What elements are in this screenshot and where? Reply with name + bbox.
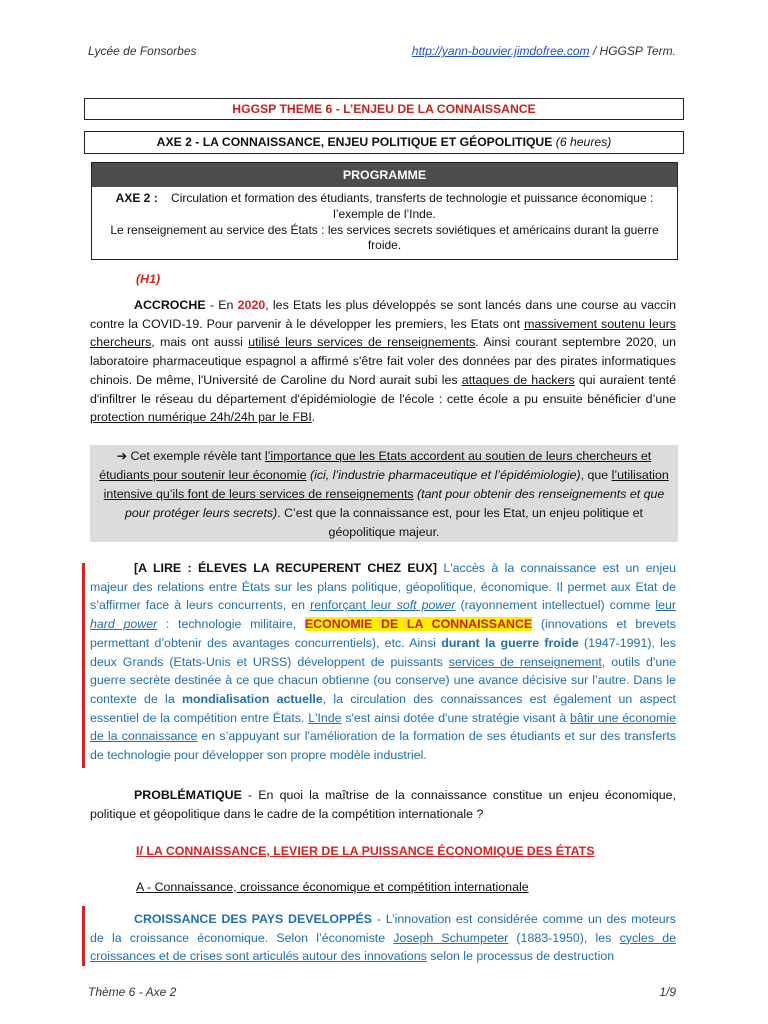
text: L'accès à la connaissance est un enjeu majeur des relations entre États sur les plans politique, géopolitique, économique. Il permet aux Etat de s’affirmer face à leurs concurrents, en	[90, 561, 676, 613]
underlined-text: l’utilisation intensive qu’ils font de leurs services de renseignements	[103, 468, 669, 501]
underlined-text: bâtir une économie de la connaissance	[90, 710, 676, 744]
underlined-text: massivement soutenu leurs chercheurs	[90, 316, 676, 350]
underlined-text: leur	[655, 598, 676, 613]
underlined-text: protection numérique 24h/24h par le FBI	[90, 410, 312, 425]
red-margin-bar	[82, 563, 85, 768]
problematique-label: PROBLÉMATIQUE	[134, 788, 242, 802]
text: : technologie militaire,	[157, 617, 305, 632]
underlined-text: utilisé leurs services de renseignements	[248, 335, 476, 350]
text: selon le processus de destruction	[426, 949, 615, 964]
programme-body	[92, 187, 677, 259]
text: - En quoi la maîtrise de la connaissance constitue un enjeu économique, politique et géopolitique dans le cadre de la compétition internationale ?	[90, 788, 676, 821]
text: Cet exemple révèle tant	[127, 449, 265, 463]
text: - L’innovation est considérée comme un des moteurs de la croissance économique. Selon l’économiste	[90, 912, 676, 945]
accroche-paragraph	[90, 296, 676, 427]
bold-text: mondialisation actuelle	[181, 691, 323, 706]
subsection-heading	[136, 880, 529, 894]
theme-title: HGGSP THEME 6 - L’ENJEU DE LA CONNAISSANCE	[84, 98, 684, 120]
underlined-text: attaques de hackers	[461, 372, 575, 387]
italic-text: hard power	[90, 617, 158, 632]
programme-line1: Circulation et formation des étudiants, transferts de technologie et puissance économique : l’exemple de l’Inde.	[171, 191, 654, 221]
subsection-title: A - Connaissance, croissance économique et compétition internationale	[136, 880, 529, 894]
axe-hours: (6 heures)	[555, 135, 612, 149]
underlined-text: cycles de croissances et de crises sont articulés autour des innovations	[90, 930, 676, 964]
programme-lead: AXE 2 :	[115, 191, 158, 205]
page-number: 1/9	[659, 985, 676, 999]
underlined-text: L'Inde	[308, 710, 342, 725]
header-suffix: / HGGSP Term.	[589, 44, 676, 58]
italic-text: (ici, l’industrie pharmaceutique et l’épidémiologie)	[306, 468, 581, 482]
text: , la circulation des connaissances est également un aspect essentiel de la compétition entre États.	[90, 691, 676, 725]
programme-box	[91, 162, 678, 260]
arrow-icon: ➔	[116, 449, 128, 463]
a-lire-label: [A LIRE : ÉLEVES LA RECUPERENT CHEZ EUX]	[134, 561, 438, 575]
axe-label: AXE 2 - LA CONNAISSANCE, ENJEU POLITIQUE ET GÉOPOLITIQUE	[156, 135, 553, 149]
underlined-text: services de renseignement	[448, 654, 602, 669]
header-right	[412, 44, 676, 58]
site-link[interactable]: http://yann-bouvier.jimdofree.com	[411, 44, 590, 58]
section-title: I/ LA CONNAISSANCE, LEVIER DE LA PUISSANCE ÉCONOMIQUE DES ÉTATS	[136, 844, 595, 858]
text: (1947-1991), les deux Grands (Etats-Unis et URSS) développent de puissants	[90, 635, 676, 669]
croissance-label: CROISSANCE DES PAYS DEVELOPPÉS	[134, 912, 373, 926]
text: (1883-1950), les	[508, 930, 620, 945]
text: - En	[205, 298, 238, 312]
text: , outils d'une guerre secrète destinée à ce que chacun obtienne (ou conserve) une avance décisive sur l’autre. Dans le contexte de la	[90, 654, 676, 706]
text: en s’appuyant sur l'amélioration de la formation de ses étudiants et sur des transferts de technologie pour développer son propre modèle industriel.	[90, 729, 676, 763]
text: , les Etats les plus développés se sont lancés dans une course au vaccin contre la COVID-19. Pour parvenir à le développer les premiers, les Etats ont	[90, 298, 677, 331]
text: s'est ainsi dotée d'une stratégie visant à	[341, 710, 570, 725]
text: . Ainsi courant septembre 2020, un laboratoire pharmaceutique espagnol a affirmé s'être fait voler des données par des pirates informatiques chinois. De même, l'Université de Caroline du Nord aurait subi les	[90, 335, 676, 387]
text: . C’est que la connaissance est, pour les Etat, un enjeu politique et géopolitique majeur.	[277, 506, 643, 539]
footer-left: Thème 6 - Axe 2	[88, 985, 177, 999]
problematique-paragraph	[90, 786, 676, 823]
a-lire-paragraph	[90, 559, 676, 765]
underlined-text: Joseph Schumpeter	[393, 930, 509, 945]
axe-title	[84, 131, 684, 154]
text: , que	[580, 468, 612, 482]
programme-line2: Le renseignement au service des États : les services secrets soviétiques et américains durant la guerre froide.	[110, 222, 659, 253]
page-footer	[88, 985, 676, 999]
accroche-year: 2020	[237, 298, 266, 312]
highlighted-term: ECONOMIE DE LA CONNAISSANCE	[304, 617, 533, 632]
h1-tag: (H1)	[136, 272, 161, 286]
text: (rayonnement intellectuel) comme	[455, 598, 656, 613]
text: qui auraient tenté d'infiltrer le réseau du département d'épidémiologie de l'école : cette école a pu ensuite bénéficier d’une	[90, 372, 677, 406]
section-heading	[136, 844, 595, 858]
accroche-label: ACCROCHE	[134, 298, 206, 312]
underlined-text: renforçant leur	[310, 598, 397, 613]
underlined-text: l’importance que les Etats accordent au soutien de leurs chercheurs et étudiants pour soutenir leur économie	[99, 449, 652, 482]
text: , mais ont aussi	[151, 335, 249, 350]
croissance-paragraph	[90, 910, 676, 966]
programme-heading: PROGRAMME	[92, 163, 677, 187]
page-header	[88, 44, 676, 58]
text: .	[311, 410, 316, 425]
example-callout	[90, 445, 678, 542]
bold-text: durant la guerre froide	[441, 635, 579, 650]
italic-text: soft power	[396, 598, 456, 613]
text: (innovations et brevets permettant d’obtenir des avantages concurrentiels), etc. Ainsi	[90, 617, 676, 650]
italic-text: (tant pour obtenir des renseignements et que pour protéger leurs secrets)	[125, 487, 665, 520]
school-name: Lycée de Fonsorbes	[88, 44, 197, 58]
red-margin-bar	[82, 906, 85, 966]
